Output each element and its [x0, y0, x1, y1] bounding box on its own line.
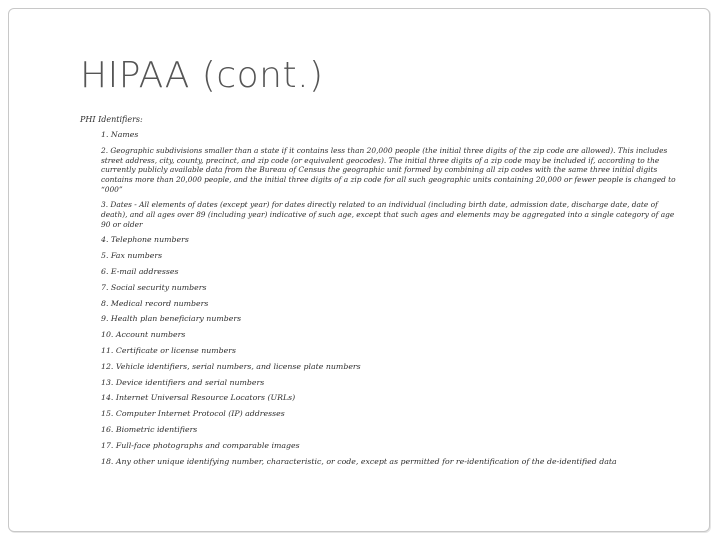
list-item: 9. Health plan beneficiary numbers: [101, 314, 242, 324]
list-item: 10. Account numbers: [101, 330, 186, 340]
slide-title: HIPAA (cont.): [80, 55, 324, 96]
list-item: 11. Certificate or license numbers: [101, 345, 237, 355]
list-item: 18. Any other unique identifying number, characteristic, or code, except as permitted for re-identification of the de-identified data: [101, 456, 617, 466]
slide-content: [80, 114, 680, 472]
list-item: 2. Geographic subdivisions smaller than a state if it contains less than 20,000 people (the initial three digits of the zip code are allowed). This includes street address, city, county, precinct, and zip code (or equivalent geocodes). The initial three digits of a zip code may be included if, according to the currently publicly available data from the Bureau of Census the geographic unit formed by combining all zip codes with the same three initial digits contains more than 20,000 people, and the initial three digits of a zip code for all such geographic units containing 20,000 or fewer people is changed to “000”: [101, 145, 676, 194]
list-item: 5. Fax numbers: [101, 251, 163, 261]
list-item: 17. Full-face photographs and comparable images: [101, 440, 300, 450]
intro-text: PHI Identifiers:: [80, 115, 143, 124]
list-item: 16. Biometric identifiers: [101, 424, 198, 434]
list-item: 15. Computer Internet Protocol (IP) addresses: [101, 409, 285, 419]
list-item: 4. Telephone numbers: [101, 235, 189, 245]
list-item: 8. Medical record numbers: [101, 298, 209, 308]
list-item: 1. Names: [101, 130, 139, 139]
list-item: 13. Device identifiers and serial numbers: [101, 377, 265, 387]
list-item: 14. Internet Universal Resource Locators (URLs): [101, 393, 296, 403]
list-item: 3. Dates - All elements of dates (except year) for dates directly related to an individual (including birth date, admission date, discharge date, date of death), and all ages over 89 (including year) indicative of such age, except that such ages and elements may be aggregated into a single category of age 90 or older: [101, 200, 675, 229]
list-item: 7. Social security numbers: [101, 282, 207, 292]
phi-identifier-list: [80, 130, 680, 467]
list-item: 12. Vehicle identifiers, serial numbers, and license plate numbers: [101, 361, 361, 371]
list-item: 6. E-mail addresses: [101, 266, 179, 276]
